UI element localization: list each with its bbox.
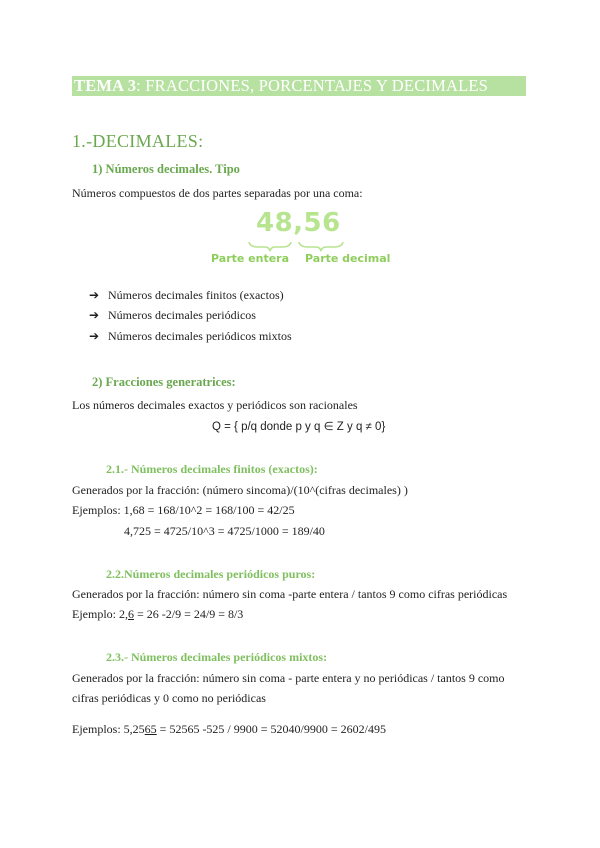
finitos-example-2: 4,725 = 4725/10^3 = 4725/1000 = 189/40 (124, 524, 325, 538)
list-item: ➔ Números decimales periódicos mixtos (89, 329, 292, 343)
title-strong: TEMA 3 (74, 76, 137, 95)
label-decimal-part: Parte decimal (305, 252, 391, 265)
periodic-digits: 65 (144, 722, 157, 736)
heading-finitos: 2.1.- Números decimales finitos (exactos): (106, 462, 318, 476)
rational-set-formula: Q = { p/q donde p y q ∈ Z y q ≠ 0} (212, 421, 386, 433)
racionales-text: Los números decimales exactos y periódicos son racionales (72, 398, 358, 412)
mixtos-generated-2: cifras periódicas y 0 como no periódicas (72, 691, 266, 705)
periodic-digit: 6 (128, 607, 134, 621)
puros-generated: Generados por la fracción: número sin coma -parte entera / tantos 9 como cifras periódicas (72, 587, 508, 601)
arrow-icon: ➔ (89, 288, 100, 302)
example-decimal-number: 48,56 (256, 208, 341, 238)
subsection-heading-tipos: 1) Números decimales. Tipo (92, 162, 240, 176)
label-integer-part: Parte entera (211, 252, 290, 265)
list-item: ➔ Números decimales finitos (exactos) (89, 288, 284, 302)
page-title (74, 76, 488, 96)
arrow-icon: ➔ (89, 329, 100, 343)
intro-text: Números compuestos de dos partes separadas por una coma: (72, 186, 363, 200)
mixtos-generated-1: Generados por la fracción: número sin coma - parte entera y no periódicas / tantos 9 como (72, 671, 505, 685)
list-item: ➔ Números decimales periódicos (89, 308, 256, 322)
subsection-heading-generatrices: 2) Fracciones generatrices: (92, 375, 236, 389)
finitos-generated: Generados por la fracción: (número sincoma)/(10^(cifras decimales) ) (72, 483, 408, 497)
heading-periodicos-puros: 2.2.Números decimales periódicos puros: (106, 567, 316, 581)
section-heading-decimales: 1.-DECIMALES: (72, 131, 204, 151)
heading-periodicos-mixtos: 2.3.- Números decimales periódicos mixtos: (106, 650, 328, 664)
arrow-icon: ➔ (89, 308, 100, 322)
mixtos-example: Ejemplos: 5,2565 = 52565 -525 / 9900 = 52040/9900 = 2602/495 (72, 722, 386, 736)
decimal-brace (299, 242, 343, 251)
puros-example: Ejemplo: 2,6 = 26 -2/9 = 24/9 = 8/3 (72, 607, 244, 621)
finitos-example-1: Ejemplos: 1,68 = 168/10^2 = 168/100 = 42/25 (72, 503, 295, 517)
brace-graphic (244, 240, 348, 252)
integer-brace (249, 242, 291, 251)
title-rest: : FRACCIONES, PORCENTAJES Y DECIMALES (136, 76, 489, 95)
